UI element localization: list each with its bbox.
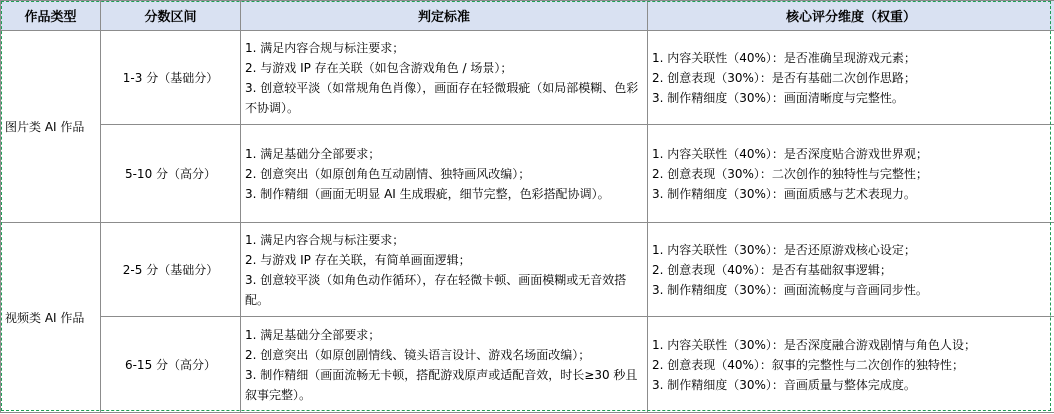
criteria-line: 3. 制作精细（画面流畅无卡顿，搭配游戏原声或适配音效，时长≥30 秒且叙事完整）。 <box>245 367 638 402</box>
criteria-line: 1. 满足基础分全部要求； <box>245 146 381 161</box>
dimension-line: 1. 内容关联性（30%）：是否还原游戏核心设定； <box>652 242 916 257</box>
criteria-line: 3. 创意较平淡（如角色动作循环），存在轻微卡顿、画面模糊或无音效搭配。 <box>245 272 627 307</box>
work-type-cell: 视频类 AI 作品 <box>1 223 101 413</box>
criteria-line: 2. 创意突出（如原创剧情线、镜头语言设计、游戏名场面改编）； <box>245 347 591 362</box>
dimension-line: 2. 创意表现（40%）：叙事的完整性与二次创作的独特性； <box>652 357 964 372</box>
criteria-line: 1. 满足内容合规与标注要求； <box>245 232 405 247</box>
criteria-line: 2. 与游戏 IP 存在关联，有简单画面逻辑； <box>245 252 471 267</box>
criteria-line: 2. 创意突出（如原创角色互动剧情、独特画风改编）； <box>245 166 531 181</box>
criteria-line: 3. 创意较平淡（如常规角色肖像），画面存在轻微瑕疵（如局部模糊、色彩不协调）。 <box>245 80 639 115</box>
dimension-line: 3. 制作精细度（30%）：音画质量与整体完成度。 <box>652 377 916 392</box>
score-range-cell: 5-10 分（高分） <box>101 125 241 223</box>
dimension-line: 3. 制作精细度（30%）：画面质感与艺术表现力。 <box>652 186 916 201</box>
dimension-line: 3. 制作精细度（30%）：画面流畅度与音画同步性。 <box>652 282 928 297</box>
dimension-line: 1. 内容关联性（40%）：是否准确呈现游戏元素； <box>652 50 916 65</box>
criteria-line: 2. 与游戏 IP 存在关联（如包含游戏角色 / 场景）； <box>245 60 513 75</box>
dimension-line: 1. 内容关联性（30%）：是否深度融合游戏剧情与角色人设； <box>652 337 976 352</box>
header-range: 分数区间 <box>101 1 241 31</box>
dimension-line: 3. 制作精细度（30%）：画面清晰度与完整性。 <box>652 90 904 105</box>
header-criteria: 判定标准 <box>241 1 648 31</box>
criteria-line: 1. 满足内容合规与标注要求； <box>245 40 405 55</box>
header-type: 作品类型 <box>1 1 101 31</box>
dimension-line: 2. 创意表现（30%）：是否有基础二次创作思路； <box>652 70 916 85</box>
work-type-cell: 图片类 AI 作品 <box>1 31 101 223</box>
header-dimensions: 核心评分维度（权重） <box>648 1 1054 31</box>
criteria-line: 3. 制作精细（画面无明显 AI 生成瑕疵，细节完整，色彩搭配协调）。 <box>245 186 610 201</box>
score-range-cell: 2-5 分（基础分） <box>101 223 241 317</box>
score-range-cell: 6-15 分（高分） <box>101 317 241 413</box>
criteria-line: 1. 满足基础分全部要求； <box>245 327 381 342</box>
dimension-line: 2. 创意表现（40%）：是否有基础叙事逻辑； <box>652 262 892 277</box>
dimension-line: 2. 创意表现（30%）：二次创作的独特性与完整性； <box>652 166 928 181</box>
selection-frame <box>1 1 1051 411</box>
dimension-line: 1. 内容关联性（40%）：是否深度贴合游戏世界观； <box>652 146 928 161</box>
score-range-cell: 1-3 分（基础分） <box>101 31 241 125</box>
